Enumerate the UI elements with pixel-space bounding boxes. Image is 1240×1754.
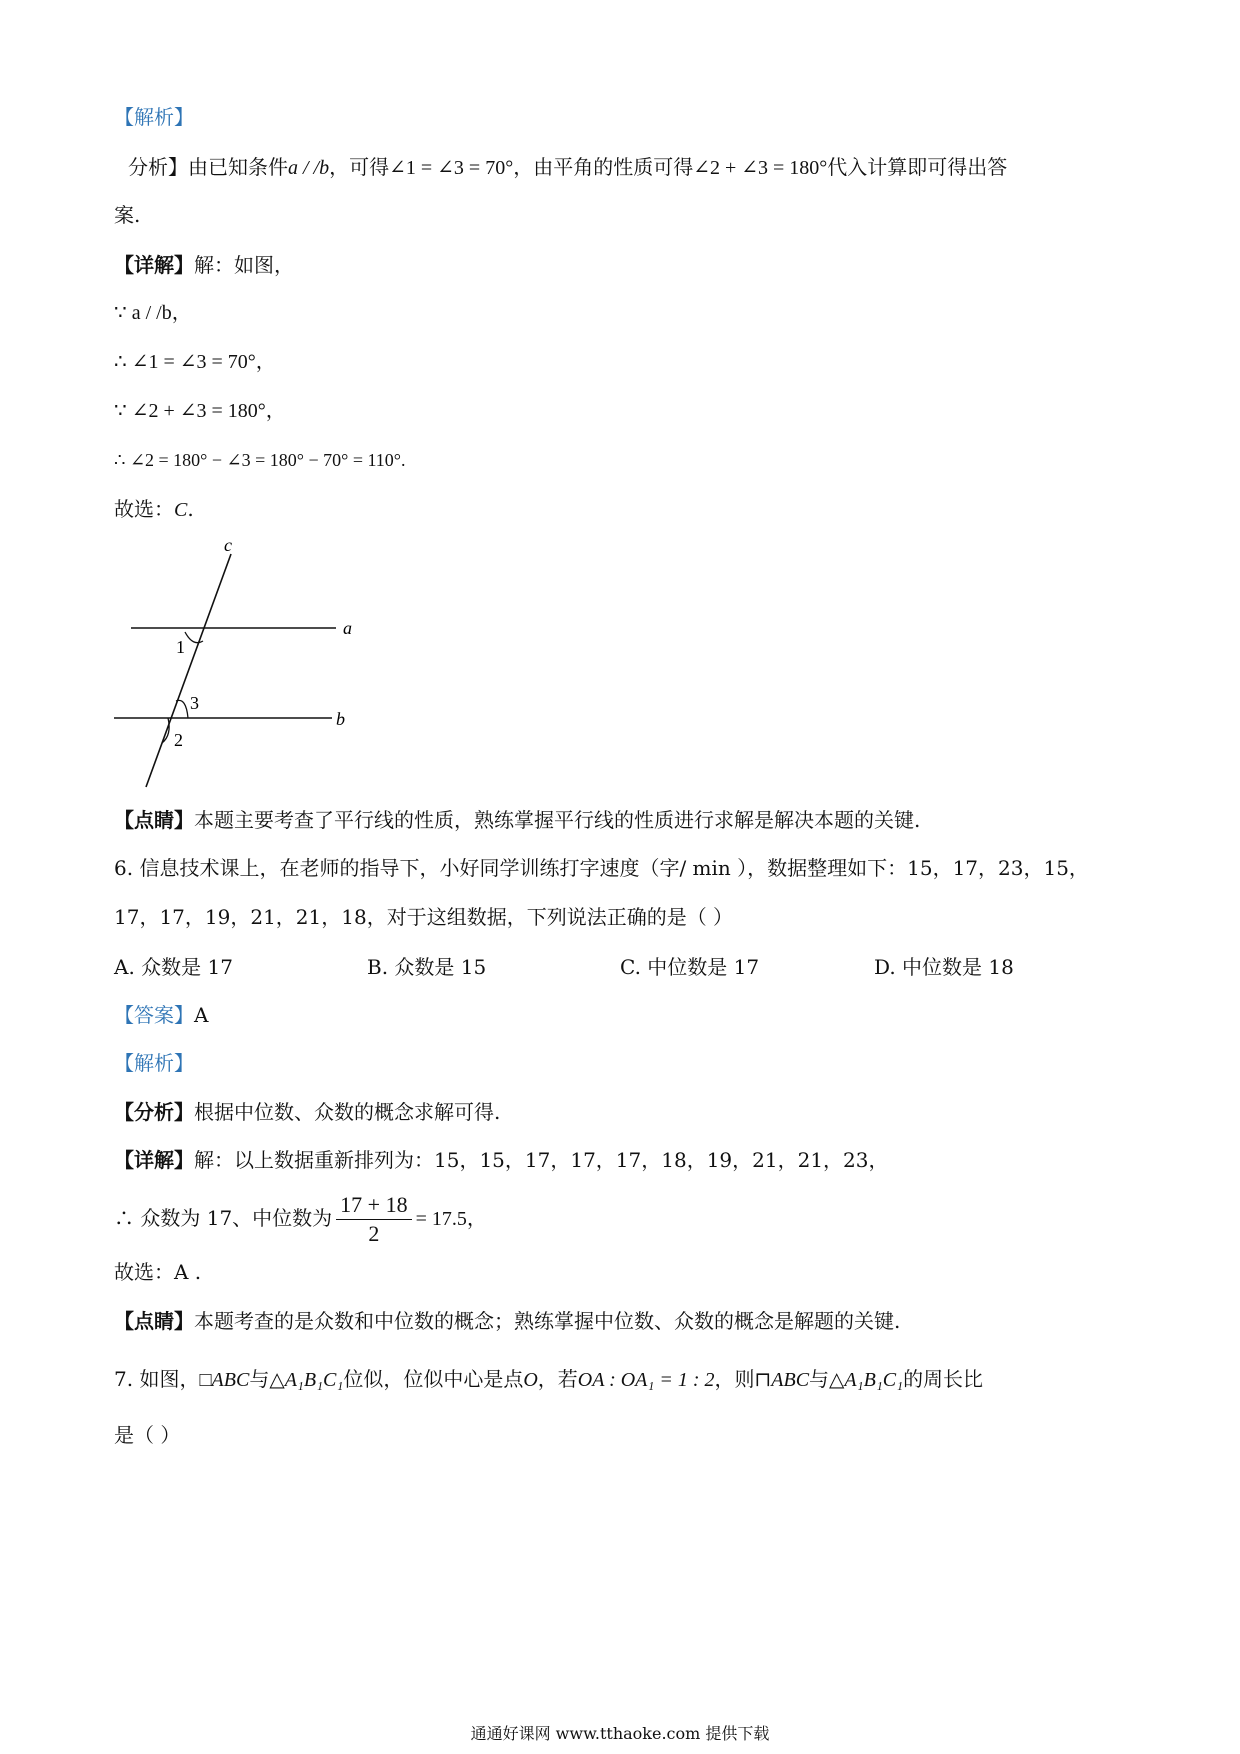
label-2: 2 [174, 730, 183, 750]
page-footer: 通通好课网 www.tthaoke.com 提供下载 [470, 1724, 770, 1743]
q6-analysis-text: 根据中位数、众数的概念求解可得. [194, 1100, 501, 1124]
detail-intro [114, 250, 294, 280]
q7-text-6: 与 [809, 1367, 830, 1391]
q7-expr-4: OA : OA₁ = 1 : 2 [577, 1369, 715, 1391]
answer-value: A [194, 1003, 209, 1027]
option-c: C. 中位数是 17 [620, 955, 760, 979]
q6-median-line [114, 1188, 487, 1252]
q7-stem [114, 1364, 983, 1395]
q6-analysis-heading: 【解析】 [114, 1051, 194, 1075]
angle-expr-2: ∠2 + ∠3 = 180° [693, 157, 828, 179]
comment-q5 [114, 805, 920, 835]
q6-analysis [114, 1097, 500, 1127]
choose-end: . [187, 497, 194, 521]
angle-3-arc [176, 700, 188, 718]
fraction-result: = 17.5， [415, 1208, 487, 1230]
q6-choose: 故选：A . [114, 1260, 202, 1284]
q7-text-4: ，若 [537, 1367, 578, 1391]
label-c: c [224, 535, 232, 555]
q7-text-5: ，则 [714, 1367, 755, 1391]
q6-comment-label: 【点睛】 [114, 1309, 194, 1333]
label-1: 1 [176, 637, 185, 657]
q6-detail-label: 【详解】 [114, 1148, 194, 1172]
choose-label: 故选： [114, 497, 174, 521]
q6-analysis-label: 【分析】 [114, 1100, 194, 1124]
detail-label: 【详解】 [114, 253, 194, 277]
fraction-numerator: 17 + 18 [336, 1191, 411, 1220]
q7-text-3: 位似，位似中心是点 [343, 1367, 524, 1391]
comment-label: 【点睛】 [114, 808, 194, 832]
option-d: D. 中位数是 18 [874, 955, 1014, 979]
q7-text-1: 7. 如图， [114, 1367, 200, 1391]
q7-expr-1: □ABC [199, 1369, 250, 1391]
label-b: b [336, 709, 345, 729]
fraction-denominator: 2 [368, 1221, 380, 1246]
analysis-text-1: 由已知条件 [188, 155, 288, 179]
analysis-label: 分析】 [128, 155, 188, 179]
q7-expr-5: ⊓ABC [754, 1369, 810, 1391]
label-a: a [343, 618, 352, 638]
analysis-heading: 【解析】 [114, 105, 194, 129]
answer-label: 【答案】 [114, 1003, 194, 1027]
parallel-lines-figure [110, 535, 370, 795]
q7-expr-3: O [523, 1369, 538, 1391]
comment-q6 [114, 1306, 900, 1336]
detail-step-1: ∵ a / /b， [114, 302, 192, 324]
median-fraction [336, 1191, 411, 1248]
choose-line [114, 494, 194, 525]
detail-step-3: ∵ ∠2 + ∠3 = 180°， [114, 400, 286, 422]
q7-text-7: 的周长比 [903, 1367, 984, 1391]
analysis-text-2: ，可得 [329, 155, 390, 179]
comment-text: 本题主要考查了平行线的性质，熟练掌握平行线的性质进行求解是解决本题的关键. [194, 808, 921, 832]
parallel-expr: a / /b [288, 157, 330, 179]
q6-stem-2: 17，17，19，21，21，18，对于这组数据，下列说法正确的是（ ） [114, 905, 734, 929]
mode-text: ∴ 众数为 17、中位数为 [114, 1206, 333, 1230]
analysis-text-4: 代入计算即可得出答 [827, 155, 1008, 179]
q7-stem-continuation: 是（ ） [114, 1423, 181, 1447]
analysis-text-3: ，由平角的性质可得 [513, 155, 694, 179]
q6-stem-1: 6. 信息技术课上，在老师的指导下，小好同学训练打字速度（字/ min ），数据整理如下：15，17，23，15， [114, 856, 1089, 880]
q7-text-2: 与 [249, 1367, 270, 1391]
option-a: A. 众数是 17 [114, 955, 233, 979]
label-3: 3 [190, 693, 199, 713]
q7-expr-6: △A₁B₁C₁ [829, 1369, 904, 1391]
choose-value: C [174, 499, 188, 521]
q6-answer [114, 1000, 208, 1030]
q6-detail-text: 解：以上数据重新排列为：15，15，17，17，17，18，19，21，21，23， [194, 1148, 889, 1172]
q6-comment-text: 本题考查的是众数和中位数的概念；熟练掌握中位数、众数的概念是解题的关键. [194, 1309, 901, 1333]
q7-expr-2: △A₁B₁C₁ [269, 1369, 344, 1391]
line-c [146, 554, 231, 787]
angle-expr-1: ∠1 = ∠3 = 70° [389, 157, 514, 179]
analysis-line [128, 152, 1007, 183]
detail-step-2: ∴ ∠1 = ∠3 = 70°， [114, 351, 276, 373]
option-b: B. 众数是 15 [367, 955, 487, 979]
q6-detail [114, 1145, 889, 1175]
detail-intro-text: 解：如图， [194, 253, 294, 277]
detail-step-4: ∴ ∠2 = 180° − ∠3 = 180° − 70° = 110°. [114, 450, 406, 470]
analysis-continuation: 案. [114, 203, 141, 227]
